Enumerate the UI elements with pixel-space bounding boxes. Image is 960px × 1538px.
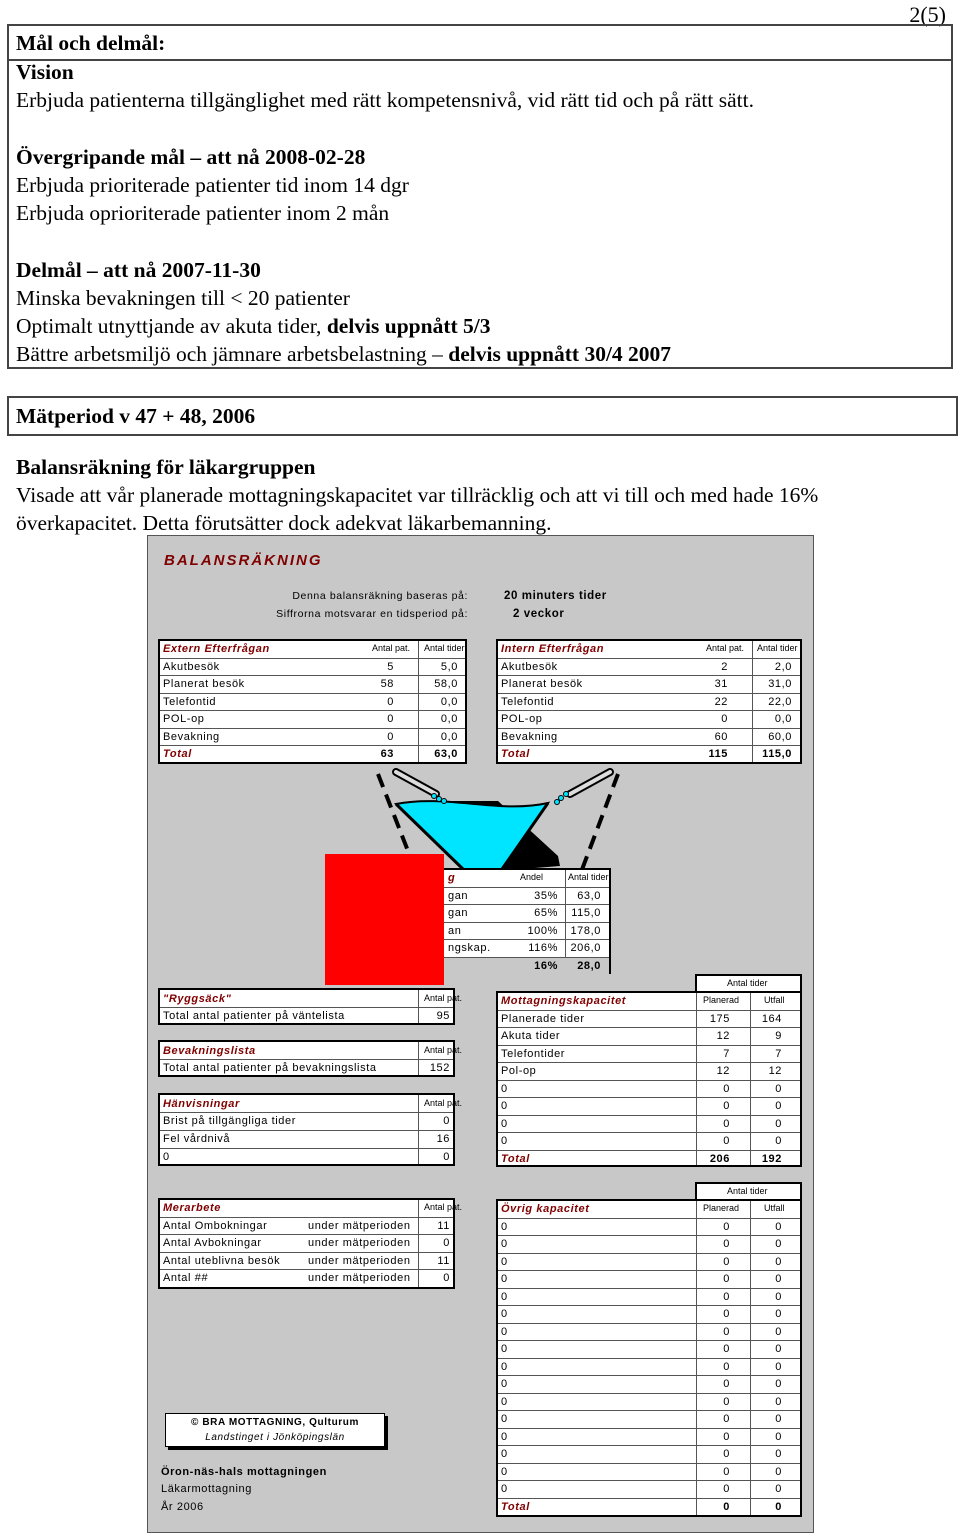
cell: 28,0 <box>577 959 601 972</box>
table-row <box>498 1429 800 1447</box>
row-label: 0 <box>501 1360 508 1373</box>
cell: 0 <box>723 1378 730 1390</box>
table-row <box>160 1200 463 1218</box>
cell: 0 <box>443 1115 450 1127</box>
cell: 9 <box>775 1030 782 1042</box>
row-label: 0 <box>501 1290 508 1303</box>
column-group-header: Antal tider <box>727 1186 768 1196</box>
sub-goal-heading: Delmål – att nå 2007-11-30 <box>16 258 261 282</box>
table-row <box>498 1271 800 1289</box>
column-header: Antal tider <box>568 872 609 882</box>
cell: 116% <box>528 942 558 954</box>
table-row <box>160 1218 453 1236</box>
row-label: Planerat besök <box>501 678 583 690</box>
cell: 0 <box>775 1378 782 1390</box>
backlog-tables <box>158 988 463 1167</box>
cell: 0,0 <box>440 713 458 725</box>
sub-goal-1: Minska bevakningen till < 20 patienter <box>16 286 350 310</box>
row-label: Akutbesök <box>501 660 558 673</box>
row-label: Planerat besök <box>163 678 245 690</box>
row-label: POL-op <box>163 713 205 725</box>
cell: 115,0 <box>571 907 601 919</box>
row-label: Total <box>501 748 530 760</box>
column-header: Antal pat. <box>706 643 745 653</box>
basis-label: Denna balansräkning baseras på: <box>292 590 468 602</box>
row-label: Fel vårdnivå <box>163 1133 231 1145</box>
cell: 0 <box>723 1100 730 1112</box>
row-label: 0 <box>501 1308 508 1320</box>
overall-heading: Övergripande mål – att nå 2008-02-28 <box>16 145 366 169</box>
row-label: Brist på tillgängliga tider <box>163 1115 296 1127</box>
period-basis-label: Siffrorna motsvarar en tidsperiod på: <box>276 608 468 620</box>
cell: 0 <box>775 1308 782 1320</box>
overall-goal-1: Erbjuda prioriterade patienter tid inom 14 dgr <box>16 173 409 197</box>
cell: 0 <box>723 1273 730 1285</box>
row-label: ngskap. <box>448 942 491 954</box>
table-row <box>498 1201 800 1219</box>
cell: 0 <box>775 1500 782 1513</box>
period-label: Mätperiod v 47 + 48, 2006 <box>16 404 256 428</box>
column-header: Antal pat. <box>424 993 463 1003</box>
credit-line: Landstinget i Jönköpingslän <box>205 1432 345 1443</box>
sub-goal-3-status: delvis uppnått 30/4 2007 <box>448 342 672 366</box>
table-row <box>498 1011 800 1029</box>
cell: 178,0 <box>570 924 601 937</box>
capacity-table <box>496 991 802 1167</box>
cell: 0 <box>723 1308 730 1320</box>
cell: 0 <box>775 1117 782 1130</box>
cell: 100% <box>527 924 558 937</box>
cell: 0 <box>775 1360 782 1373</box>
cell: 0 <box>723 1238 730 1250</box>
row-label: 0 <box>501 1135 508 1147</box>
row-label: 0 <box>163 1151 170 1163</box>
row-note: under mätperioden <box>308 1272 411 1284</box>
row-label: Akutbesök <box>163 660 220 673</box>
cell: 0 <box>723 1290 730 1303</box>
column-group-header: Antal tider <box>727 978 768 988</box>
row-label: Pol-op <box>501 1065 537 1077</box>
row-label: Antal Avbokningar <box>163 1237 262 1249</box>
cell: 0 <box>387 695 394 708</box>
total-row <box>498 1499 800 1517</box>
cell: 63,0 <box>434 748 458 760</box>
cell: 12 <box>768 1065 782 1077</box>
cell: 0 <box>775 1448 782 1460</box>
table-title: Extern Efterfrågan <box>163 643 270 655</box>
period-basis-value: 2 veckor <box>513 608 565 620</box>
row-label: 0 <box>501 1483 508 1495</box>
cell: 0 <box>723 1360 730 1373</box>
cell: 5 <box>387 660 394 673</box>
table-row <box>498 1376 800 1394</box>
row-label: 0 <box>501 1273 508 1285</box>
table-row <box>498 1446 800 1464</box>
total-row <box>420 958 609 976</box>
cell: 0 <box>775 1082 782 1095</box>
row-label: 0 <box>501 1378 508 1390</box>
watch-list-table <box>158 1040 463 1077</box>
row-label: 0 <box>501 1325 508 1338</box>
table-title: "Ryggsäck" <box>163 993 232 1005</box>
cell: 0 <box>723 1465 730 1478</box>
red-block <box>325 854 444 985</box>
row-label: Total antal patienter på väntelista <box>163 1010 345 1022</box>
row-label: 0 <box>501 1448 508 1460</box>
cell: 0 <box>723 1343 730 1355</box>
cell: 0 <box>775 1255 782 1268</box>
table-row <box>498 1133 800 1151</box>
cell: 175 <box>709 1012 730 1025</box>
table-row <box>498 1254 800 1272</box>
row-label: an <box>448 924 462 937</box>
column-header: Planerad <box>703 995 740 1005</box>
table-row <box>498 1289 800 1307</box>
row-note: under mätperioden <box>308 1219 411 1232</box>
row-label: gan <box>448 907 469 919</box>
row-label: Antal uteblivna besök <box>163 1254 281 1267</box>
cell: 0 <box>723 1448 730 1460</box>
credit-line: © BRA MOTTAGNING, Qulturum <box>191 1417 359 1428</box>
vision-heading: Vision <box>16 60 74 84</box>
cell: 31,0 <box>768 678 792 690</box>
cell: 63,0 <box>577 889 601 902</box>
row-label: 0 <box>501 1100 508 1112</box>
table-row <box>160 1235 453 1253</box>
table-row <box>498 1116 800 1134</box>
cell: 152 <box>429 1062 450 1074</box>
cell: 0 <box>775 1238 782 1250</box>
table-row <box>498 1236 800 1254</box>
column-header: Antal tider <box>757 643 798 653</box>
row-label: 0 <box>501 1430 508 1443</box>
cell: 0 <box>723 1325 730 1338</box>
page-number: 2(5) <box>909 2 946 27</box>
cell: 0 <box>443 1151 450 1163</box>
row-label: 0 <box>501 1395 508 1408</box>
row-label: 0 <box>501 1413 508 1425</box>
vision-text: Erbjuda patienterna tillgänglighet med rätt kompetensnivå, vid rätt tid och på rätt sätt. <box>16 88 754 112</box>
cell: 63 <box>380 748 394 760</box>
cell: 0 <box>723 1117 730 1130</box>
cell: 115 <box>708 748 728 760</box>
table-title: Hänvisningar <box>163 1098 240 1110</box>
cell: 0,0 <box>440 695 458 708</box>
row-note: under mätperioden <box>308 1254 411 1267</box>
cell: 206,0 <box>570 942 601 954</box>
table-row <box>498 1324 800 1342</box>
cell: 0 <box>723 1082 730 1095</box>
cell: 7 <box>723 1047 730 1060</box>
cell: 22,0 <box>768 695 792 708</box>
table-title: g <box>448 872 456 884</box>
row-label: Total <box>501 1500 530 1513</box>
other-capacity-table <box>496 1199 802 1517</box>
row-label: 0 <box>501 1117 508 1130</box>
cell: 0 <box>775 1430 782 1443</box>
table-row <box>498 1464 800 1482</box>
cell: 0 <box>775 1465 782 1478</box>
divider <box>9 59 951 61</box>
column-header: Utfall <box>764 1203 785 1213</box>
basis-value: 20 minuters tider <box>504 590 607 602</box>
cell: 0 <box>775 1413 782 1425</box>
row-label: Total antal patienter på bevakningslista <box>163 1062 377 1074</box>
table-title: Intern Efterfrågan <box>501 643 605 655</box>
cell: 0 <box>443 1237 450 1249</box>
cell: 58 <box>380 678 394 690</box>
row-label: Akuta tider <box>501 1030 561 1042</box>
table-row <box>498 993 800 1011</box>
table-row <box>160 1270 453 1288</box>
column-header: Utfall <box>764 995 785 1005</box>
cell: 35% <box>534 889 558 902</box>
table-row <box>420 923 609 941</box>
sub-goal-2-text: Optimalt utnyttjande av akuta tider, <box>16 314 327 338</box>
sub-goal-3-text: Bättre arbetsmiljö och jämnare arbetsbelastning – <box>16 342 449 366</box>
column-header: Antal pat. <box>424 1202 463 1212</box>
cell: 58,0 <box>434 678 458 690</box>
balance-text-2: överkapacitet. Detta förutsätter dock adekvat läkarbemanning. <box>16 511 552 535</box>
cell: 22 <box>714 695 728 708</box>
cell: 115,0 <box>762 748 792 760</box>
cell: 0 <box>387 713 394 725</box>
column-header: Antal pat. <box>424 1098 463 1108</box>
table-title: Mottagningskapacitet <box>501 995 627 1007</box>
capacity-group-header <box>695 974 802 992</box>
cell: 0 <box>723 1395 730 1408</box>
cell: 192 <box>761 1152 782 1165</box>
row-label: Telefontid <box>501 695 555 708</box>
cell: 0 <box>723 1220 730 1233</box>
cell: 0,0 <box>440 730 458 743</box>
row-label: 0 <box>501 1238 508 1250</box>
cell: 0 <box>775 1100 782 1112</box>
table-row <box>498 1028 800 1046</box>
row-note: under mätperioden <box>308 1237 411 1249</box>
footer-year: År 2006 <box>161 1501 204 1513</box>
summary-table <box>418 868 611 974</box>
cell: 0 <box>723 1430 730 1443</box>
cell: 60 <box>714 730 728 743</box>
cell: 60,0 <box>768 730 792 743</box>
sub-goal-3 <box>16 341 671 367</box>
row-label: Planerade tider <box>501 1012 585 1025</box>
cell: 16% <box>534 959 558 972</box>
table-row <box>160 1253 453 1271</box>
row-label: Total <box>163 748 192 760</box>
cell: 0 <box>775 1220 782 1233</box>
cell: 0 <box>775 1343 782 1355</box>
row-label: Telefontid <box>163 695 217 708</box>
table-title: Bevakningslista <box>163 1045 256 1057</box>
column-header: Antal pat. <box>424 1045 463 1055</box>
table-row <box>498 1063 800 1081</box>
table-row <box>420 888 609 906</box>
cell: 0 <box>775 1290 782 1303</box>
row-label: Total <box>501 1152 530 1165</box>
row-label: Bevakning <box>501 730 558 743</box>
row-label: Bevakning <box>163 730 220 743</box>
overall-goal-2: Erbjuda oprioriterade patienter inom 2 mån <box>16 201 390 225</box>
row-label: Antal ## <box>163 1272 209 1284</box>
table-title: Merarbete <box>163 1202 221 1214</box>
cell: 2 <box>721 660 728 673</box>
cell: 12 <box>716 1030 730 1042</box>
cell: 0 <box>775 1135 782 1147</box>
cell: 95 <box>436 1010 450 1022</box>
sub-goal-2 <box>16 313 491 339</box>
row-label: Telefontider <box>501 1047 566 1060</box>
referrals-table <box>158 1093 463 1166</box>
footer-line: Läkarmottagning <box>161 1483 252 1495</box>
cell: 11 <box>437 1219 450 1232</box>
extra-work-table <box>158 1198 463 1289</box>
cell: 11 <box>437 1254 450 1267</box>
table-row <box>498 1411 800 1429</box>
table-row <box>498 1359 800 1377</box>
column-header: Antal tider <box>424 643 465 653</box>
table-row <box>498 1306 800 1324</box>
row-label: 0 <box>501 1220 508 1233</box>
other-capacity-group-header <box>695 1182 802 1200</box>
row-label: 0 <box>501 1082 508 1095</box>
cell: 0 <box>723 1255 730 1268</box>
cell: 0 <box>443 1272 450 1284</box>
cell: 0 <box>775 1273 782 1285</box>
row-label: gan <box>448 889 469 902</box>
table-header <box>420 870 609 888</box>
row-label: Antal Ombokningar <box>163 1219 268 1232</box>
balance-sheet <box>147 535 814 1533</box>
table-row <box>420 940 609 958</box>
cell: 164 <box>761 1012 782 1025</box>
cell: 0 <box>721 713 728 725</box>
table-row <box>498 1046 800 1064</box>
table-title: Övrig kapacitet <box>501 1203 590 1215</box>
cell: 0 <box>723 1413 730 1425</box>
cell: 7 <box>775 1047 782 1060</box>
cell: 0 <box>775 1325 782 1338</box>
row-label: 0 <box>501 1465 508 1478</box>
row-label: POL-op <box>501 713 543 725</box>
cell: 5,0 <box>440 660 458 673</box>
credit-box <box>165 1413 385 1447</box>
cell: 0 <box>723 1483 730 1495</box>
balance-text-1: Visade att vår planerade mottagningskapacitet var tillräcklig och att vi till och med hade 16% <box>16 483 819 507</box>
cell: 2,0 <box>774 660 792 673</box>
table-row <box>498 1394 800 1412</box>
sub-goal-2-status: delvis uppnått 5/3 <box>326 314 491 338</box>
row-label: 0 <box>501 1255 508 1268</box>
footer-unit: Öron-näs-hals mottagningen <box>161 1466 327 1478</box>
cell: 0 <box>775 1483 782 1495</box>
total-row <box>498 1151 800 1169</box>
table-row <box>498 1219 800 1237</box>
column-header: Andel <box>520 872 544 882</box>
cell: 16 <box>436 1133 450 1145</box>
cell: 65% <box>534 907 558 919</box>
cell: 0,0 <box>774 713 792 725</box>
backpack-table <box>158 988 463 1025</box>
table-row <box>420 905 609 923</box>
table-row <box>498 1481 800 1499</box>
cell: 0 <box>775 1395 782 1408</box>
cell: 31 <box>714 678 728 690</box>
cell: 0 <box>723 1135 730 1147</box>
column-header: Planerad <box>703 1203 740 1213</box>
cell: 0 <box>723 1500 730 1513</box>
goals-heading: Mål och delmål: <box>16 31 166 55</box>
column-header: Antal pat. <box>372 643 411 653</box>
sheet-title: BALANSRÄKNING <box>164 552 323 569</box>
cell: 206 <box>709 1152 730 1165</box>
cell: 0 <box>387 730 394 743</box>
balance-heading: Balansräkning för läkargruppen <box>16 455 316 479</box>
table-row <box>498 1341 800 1359</box>
table-row <box>498 1098 800 1116</box>
table-row <box>498 1081 800 1099</box>
cell: 12 <box>716 1065 730 1077</box>
row-label: 0 <box>501 1343 508 1355</box>
